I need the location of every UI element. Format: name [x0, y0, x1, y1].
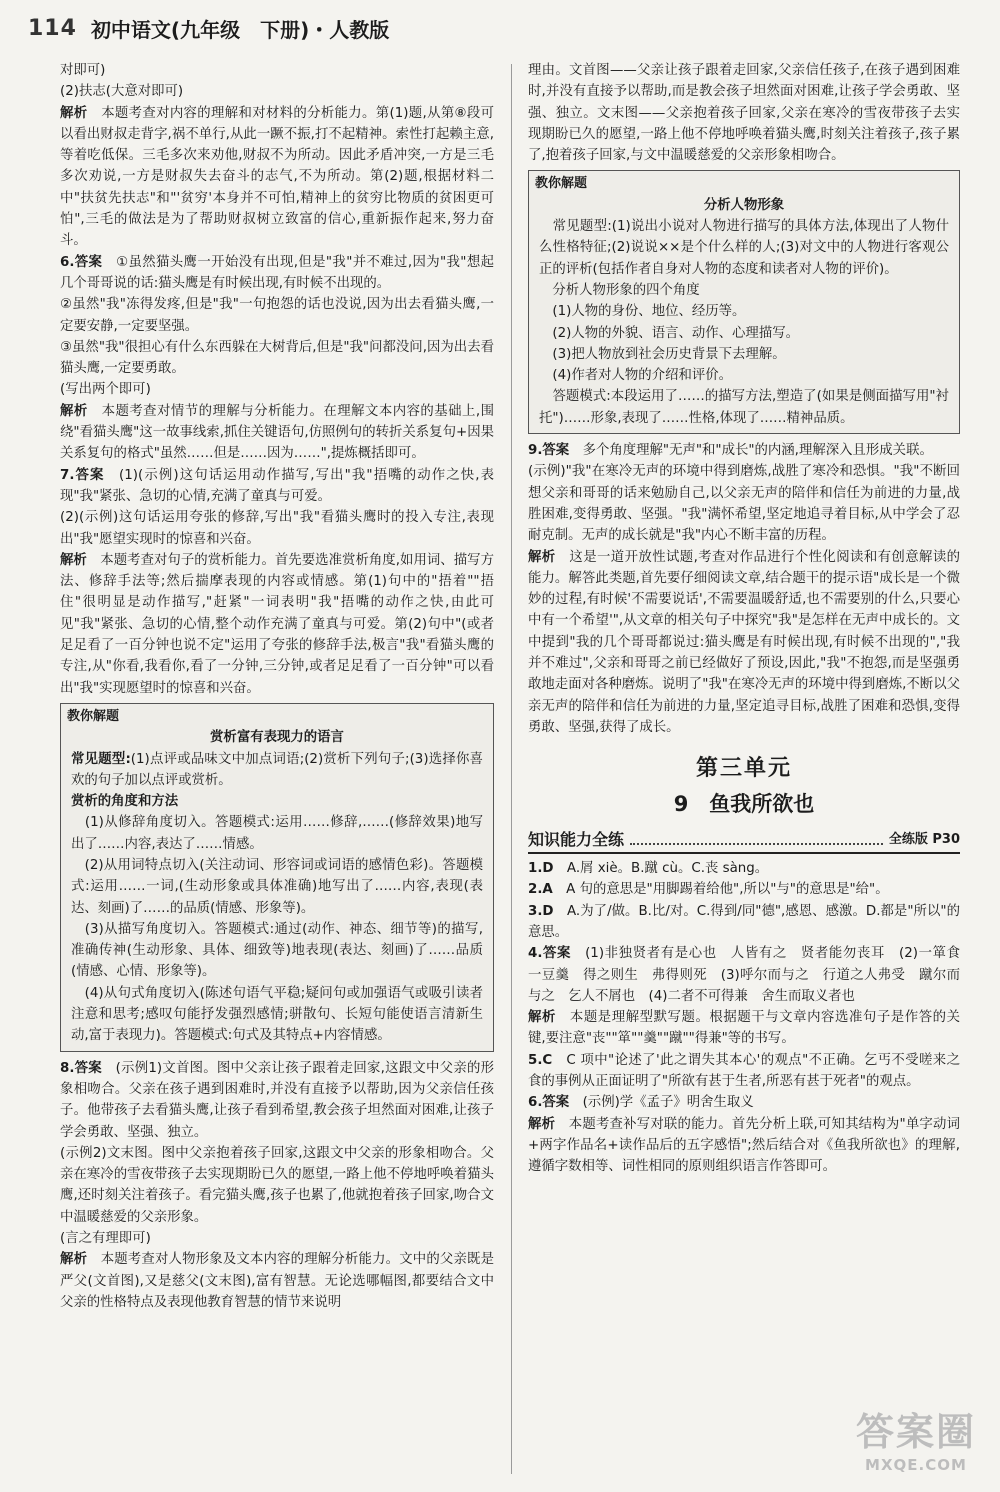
tip-box-title: 赏析富有表现力的语言: [210, 730, 344, 746]
question-number: 9.答案: [528, 443, 570, 459]
tip-box-title: 分析人物形象: [703, 197, 785, 213]
explanation: 解析 本题考查对情节的理解与分析能力。在理解文本内容的基础上,围绕"看猫头鹰"这一故事线索,抓住关键语句,仿照例句的转折关系复句+因果关系复句的格式"虽然……但是……因为……",提炼概括即可。: [60, 403, 494, 462]
answer-2: 2.A A 句的意思是"用脚踢着给他",所以"与"的意思是"给"。: [528, 882, 889, 898]
tip-line: (3)把人物放到社会历史背景下去理解。: [539, 346, 786, 362]
answer-6: 6.答案 ①虽然猫头鹰一开始没有出现,但是"我"并不难过,因为"我"想起几个哥哥说的话:猫头鹰是有时候出现,有时候不出现的。: [60, 254, 494, 291]
tip-line: 赏析的角度和方法: [71, 794, 179, 810]
page-header: [28, 8, 389, 48]
paragraph: (写出两个即可): [60, 382, 151, 398]
watermark-url: MXQE.COM: [865, 1456, 967, 1474]
paragraph: (2)(示例)这句话运用夸张的修辞,写出"我"看猫头鹰时的投入专注,表现出"我"愿望实现时的惊喜和兴奋。: [60, 510, 494, 547]
right-column: [528, 60, 974, 1482]
paragraph: (示例2)文末图。图中父亲抱着孩子回家,这跟文中父亲的形象相吻合。父亲在寒冷的雪夜带孩子去实现期盼已久的愿望,一路上他不停地呼唤着猫头鹰,还时刻关注着孩子。看完猫头鹰,孩子也累了,他就抱着孩子回家,吻合文中温暖慈爱的父亲形象。: [60, 1145, 494, 1225]
book-title: 初中语文(九年级 下册)・人教版: [90, 17, 390, 42]
answer-5: 5.C C 项中"论述了'此之谓失其本心'的观点"不正确。乞丐不受嗟来之食的事例从正面证明了"所欲有甚于生者,所恶有甚于死者"的观点。: [528, 1052, 960, 1090]
section-page-ref: 全练版 P30: [888, 831, 960, 847]
tip-box-heading: 教你解题: [67, 708, 120, 724]
tip-line: 分析人物形象的四个角度: [539, 282, 700, 298]
left-column: [60, 60, 494, 1482]
tip-line: (1)从修辞角度切入。答题模式:运用……修辞,……(修辞效果)地写出了……内容,表达了……情感。: [71, 815, 483, 852]
explanation: 解析 本题考查对人物形象及文本内容的理解分析能力。文中的父亲既是严父(文首图),又是慈父(文末图),富有智慧。无论选哪幅图,都要结合文中父亲的性格特点及表现他教育智慧的情节来说明: [60, 1252, 495, 1310]
paragraph: ③虽然"我"很担心有什么东西躲在大树背后,但是"我"问都没问,因为出去看猫头鹰,一定要勇敢。: [60, 339, 494, 377]
question-number: 8.答案: [60, 1060, 102, 1076]
question-number: 1.D: [528, 861, 554, 877]
tip-line: (1)人物的身份、地位、经历等。: [539, 304, 746, 320]
tip-line: 常见题型:(1)点评或品味文中加点词语;(2)赏析下列句子;(3)选择你喜欢的句子加以点评或赏析。: [71, 751, 483, 788]
page-number: 114: [28, 15, 77, 41]
lesson-title: 9 鱼我所欲也: [673, 791, 815, 816]
paragraph: (2)扶志(大意对即可): [60, 84, 184, 100]
leader-dots: [630, 843, 883, 845]
question-number: 4.答案: [528, 946, 572, 962]
watermark-logo: [856, 1401, 976, 1474]
explanation: 解析 这是一道开放性试题,考查对作品进行个性化阅读和有创意解读的能力。解答此类题,首先要仔细阅读文章,结合题干的提示语"成长是一个微妙的过程,有时候'不需要说话',不需要温暖舒适,也不需要别的什么,只要心中有一个希望'",从文章的相关句子中探究"我"是怎样在无声中成长的。文中提到"我的几个哥哥都说过:猫头鹰是有时候出现,有时候不出现的","我并不难过",父亲和哥哥之前已经做好了预设,因此,"我"不抱怨,而是坚强勇敢地走面对各种磨炼。说明了"我"在寒冷无声的环境中得到磨炼,不断以父亲无声的陪伴和信任为前进的力量,坚定追寻目标,战胜了困难和恐惧,变得勇敢、坚强,获得了成长。: [528, 549, 961, 735]
paragraph: (示例)"我"在寒冷无声的环境中得到磨炼,战胜了寒冷和恐惧。"我"不断回想父亲和哥哥的话来勉励自己,以父亲无声的陪伴和信任为前进的力量,战胜困难,变得勇敢、坚强。"我"满怀希望,坚定地追寻着目标,从中学会了忍耐克制。无声的成长就是"我"内心不断丰富的历程。: [528, 464, 960, 544]
tip-line: (2)人物的外貌、语言、动作、心理描写。: [539, 325, 799, 341]
paragraph: 对即可): [60, 63, 106, 78]
explanation: 解析 本题考查补写对联的能力。首先分析上联,可知其结构为"单字动词+两字作品名+读作品后的五字感悟";然后结合对《鱼我所欲也》的理解,遵循字数相等、词性相同的原则组织语言作答即可。: [528, 1116, 960, 1175]
explanation: 解析 本题是理解型默写题。根据题干与文章内容选准句子是作答的关键,要注意"丧""箪""羹""蹴""得兼"等的书写。: [528, 1010, 961, 1047]
tip-box-heading: 教你解题: [535, 176, 588, 192]
answer-1: 1.D A.屑 xiè。B.蹴 cù。C.丧 sàng。: [528, 861, 769, 877]
answer-6: 6.答案 (示例)学《孟子》明舍生取义: [528, 1095, 754, 1111]
answer-7: 7.答案 (1)(示例)这句话运用动作描写,写出"我"捂嘴的动作之快,表现"我"紧张、急切的心情,充满了童真与可爱。: [60, 467, 495, 504]
explanation-tag: 解析: [60, 403, 88, 419]
column-divider: [511, 64, 512, 1474]
explanation-tag: 解析: [60, 105, 88, 121]
answer-4: 4.答案 (1)非独贤者有是心也 人皆有之 贤者能勿丧耳 (2)一箪食 一豆羹 得之则生 弗得则死 (3)呼尔而与之 行道之人弗受 蹴尔而与之 乞人不屑也 (4)二者不可得兼 舍生而取义者也: [528, 946, 974, 1004]
answer-8: 8.答案 (示例1)文首图。图中父亲让孩子跟着走回家,这跟文中父亲的形象相吻合。父亲在孩子遇到困难时,并没有直接予以帮助,因为父亲信任孩子。他带孩子去看猫头鹰,让孩子看到希望,教会孩子坦然面对困难,让孩子学会勇敢、坚强、独立。: [60, 1060, 495, 1140]
question-number: 2.A: [528, 882, 553, 898]
explanation-tag: 解析: [60, 1252, 88, 1268]
section-header: [528, 829, 960, 854]
paragraph: ②虽然"我"冻得发疼,但是"我"一句抱怨的话也没说,因为出去看猫头鹰,一定要安静,一定要坚强。: [60, 297, 494, 334]
question-number: 6.答案: [528, 1095, 570, 1111]
question-number: 5.C: [528, 1052, 553, 1068]
tip-box: [528, 170, 960, 434]
question-number: 7.答案: [60, 467, 105, 483]
tip-line: (3)从描写角度切入。答题模式:通过(动作、神态、细节等)的描写,准确传神(生动形象、具体、细致等)地表现(表达、刻画)了……品质(情感、心情、形象等)。: [71, 921, 483, 980]
explanation-tag: 解析: [528, 1116, 556, 1132]
explanation-tag: 解析: [60, 552, 87, 568]
explanation-tag: 解析: [528, 549, 556, 565]
explanation-tag: 解析: [528, 1010, 556, 1026]
answer-3: 3.D A.为了/做。B.比/对。C.得到/同"德",感恩、感激。D.都是"所以"的意思。: [528, 903, 960, 940]
answer-9: 9.答案 多个角度理解"无声"和"成长"的内涵,理解深入且形成关联。: [528, 443, 933, 459]
paragraph: (言之有理即可): [60, 1231, 151, 1247]
tip-line: (4)作者对人物的介绍和评价。: [539, 368, 733, 384]
question-number: 6.答案: [60, 254, 103, 270]
paragraph: 理由。文首图——父亲让孩子跟着走回家,父亲信任孩子,在孩子遇到困难时,并没有直接予以帮助,而是教会孩子坦然面对困难,让孩子学会勇敢、坚强、独立。文末图——父亲抱着孩子回家,父亲在寒冷的雪夜带孩子去实现期盼已久的愿望,一路上他不停地呼唤着猫头鹰,时刻关注着孩子,孩子累了,抱着孩子回家,与文中温暖慈爱的父亲形象相吻合。: [528, 63, 960, 164]
unit-title: 第三单元: [695, 756, 792, 782]
explanation: 解析 本题考查对句子的赏析能力。首先要选准赏析角度,如用词、描写方法、修辞手法等;然后揣摩表现的内容或情感。第(1)句中的"捂着""捂住"很明显是动作描写,"赶紧"一词表明"我"捂嘴的动作之快,由此可见"我"紧张、急切的心情,整个动作充满了童真与可爱。第(2)句中"(或者足足看了一百分钟也说不定"运用了夸张的修辞手法,极言"我"看猫头鹰的专注,从"你看,我看你,看了一分钟,三分钟,或者足足看了一百分钟"可以看出"我"实现愿望时的惊喜和兴奋。: [60, 552, 494, 696]
tip-box: [60, 703, 494, 1052]
tip-line: (2)从用词特点切入(关注动词、形容词或词语的感情色彩)。答题模式:运用……一词,(生动形象或具体准确)地写出了……内容,表现(表达、刻画)了……的品质(情感、形象等)。: [71, 857, 483, 916]
section-name: 知识能力全练: [528, 829, 625, 849]
watermark-text: 答案圈: [855, 1410, 976, 1454]
tip-line: 常见题型:(1)说出小说对人物进行描写的具体方法,体现出了人物什么性格特征;(2)说说××是个什么样的人;(3)对文中的人物进行客观公正的评析(包括作者自身对人物的态度和读者对人物的评价)。: [539, 219, 949, 277]
explanation: 解析 本题考查对内容的理解和对材料的分析能力。第(1)题,从第⑧段可以看出财叔走背字,祸不单行,从此一蹶不振,打不起精神。索性打起赖主意,等着吃低保。三毛多次来劝他,财叔不为所动。因此矛盾冲突,一方是三毛多次劝说,一方是财叔失去奋斗的志气,不为所动。第(2)题,根据材料二中"扶贫先扶志"和"'贫穷'本身并不可怕,精神上的贫穷比物质的贫困更可怕",三毛的做法是为了帮助财叔树立致富的信心,重新振作起来,努力奋斗。: [60, 105, 495, 249]
tip-line: 答题模式:本段运用了……的描写方法,塑造了(如果是侧面描写用"衬托")……形象,表现了……性格,体现了……精神品质。: [539, 389, 949, 426]
tip-line: (4)从句式角度切入(陈述句语气平稳;疑问句或加强语气或吸引读者注意和思考;感叹句能抒发强烈感情;骈散句、长短句能使语言清新生动,富于表现力)。答题模式:句式及其特点+内容情感。: [71, 985, 483, 1044]
question-number: 3.D: [528, 903, 554, 919]
